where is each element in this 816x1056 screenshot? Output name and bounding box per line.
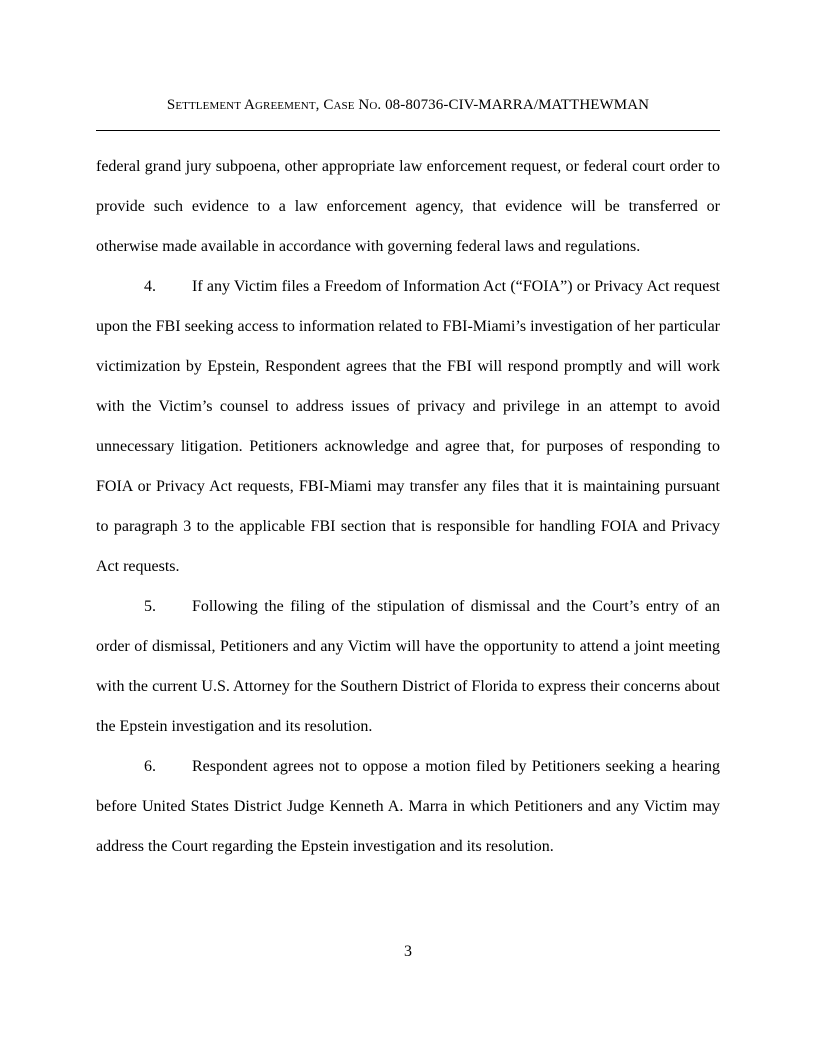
document-body [96,147,720,867]
paragraph-4 [96,267,720,587]
running-header-title: Settlement Agreement, Case No. [166,97,382,113]
page-number: 3 [404,943,412,960]
paragraph-text: federal grand jury subpoena, other appropriate law enforcement request, or federal court order to provide such evidence to a law enforcement agency, that evidence will be transferred or otherwise made available in accordance with governing federal laws and regulations. [96,158,720,255]
paragraph-text: Respondent agrees not to oppose a motion filed by Petitioners seeking a hearing before United States District Judge Kenneth A. Marra in which Petitioners and any Victim may address the Court regarding the Epstein investigation and its resolution. [96,758,720,855]
header-divider [96,130,720,131]
paragraph-continuation [96,147,720,267]
paragraph-number: 6. [144,758,156,775]
paragraph-number: 4. [144,278,156,295]
paragraph-5 [96,587,720,747]
paragraph-6 [96,747,720,867]
paragraph-text: Following the filing of the stipulation of dismissal and the Court’s entry of an order of dismissal, Petitioners and any Victim will have the opportunity to attend a joint meeting with the current U.S. Attorney for the Southern District of Florida to express their concerns about the Epstein investigation and its resolution. [96,598,720,735]
running-header [96,96,720,114]
paragraph-number: 5. [144,598,156,615]
paragraph-text: If any Victim files a Freedom of Information Act (“FOIA”) or Privacy Act request upon the FBI seeking access to information related to FBI-Miami’s investigation of her particular victimization by Epstein, Respondent agrees that the FBI will respond promptly and will work with the Victim’s counsel to address issues of privacy and privilege in an attempt to avoid unnecessary litigation. Petitioners acknowledge and agree that, for purposes of responding to FOIA or Privacy Act requests, FBI-Miami may transfer any files that it is maintaining pursuant to paragraph 3 to the applicable FBI section that is responsible for handling FOIA and Privacy Act requests. [96,278,720,575]
running-header-case-number: 08-80736-CIV-MARRA/MATTHEWMAN [381,97,650,113]
